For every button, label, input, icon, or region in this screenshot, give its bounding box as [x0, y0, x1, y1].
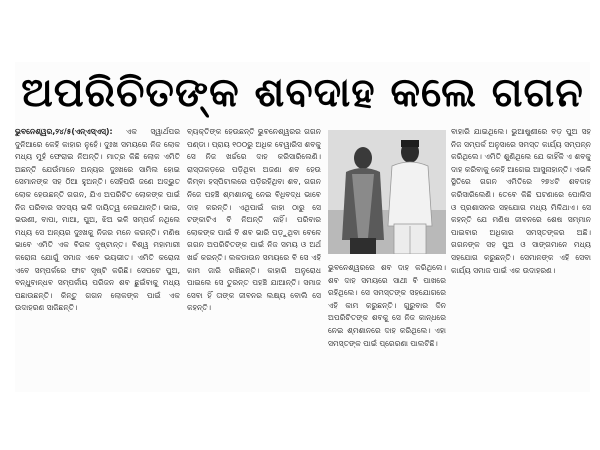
article-text-1: ଏକ ସ୍ୱାର୍ଥପର ଦୁନିଆରେ କେହି କାହାର ନୁହେଁ। ଦୁଃଖ ସମୟରେ ନିଜ ଲୋକ ମଧ୍ୟ ମୁହଁ ଫେରାଇ ନିଅନ୍ତି। ମାତ୍ର କିଛି ଲୋକ ଏମିତି ଅଛନ୍ତି ଯେଉଁମାନେ ଅନ୍ୟର ଦୁଃଖରେ ସାମିଲ ହୋଇ ସେମାନଙ୍କ ସହ ଠିଆ ହୁଅନ୍ତି। ସେହିପରି ଜଣେ ଅଦ୍ଭୁତ ଲୋକ ହେଉଛନ୍ତି ଗଗନ, ଯିଏ ଅପରିଚିତ ଲୋକଙ୍କ ପାଇଁ ନିଜ ପରିବାର ସଦସ୍ୟ ଭଳି ଦାୟିତ୍ୱ ନେଇଥାନ୍ତି। ଭାଇ, ଭଉଣୀ, ବାପା, ମାଆ, ପୁଅ, ଝିଅ ଭଳି ସମ୍ପର୍କ ନଥିଲେ ମଧ୍ୟ ସେ ଅନ୍ୟର ଦୁଃଖକୁ ନିଜର ମନେ କରନ୍ତି। ମଣିଷ ଭାବେ ଏମିତି ଏକ ବିରଳ ଦୃଷ୍ଟାନ୍ତ। ବିଶ୍ୱ ମହାମାରୀ କରୋନା ଯୋଗୁଁ ସମାଜ ଏବେ ଭୟଭୀତ। ଏମିତି କରୋନା ଏବେ ସମ୍ପର୍କରେ ଫାଟ ସୃଷ୍ଟି କରିଛି। ସେପଟେ ପୁଅ, ବନ୍ଧୁବାନ୍ଧବ ସମ୍ପର୍କୀୟ ପରିଜନ ଶବ ଛୁଇଁବାକୁ ମଧ୍ୟ ପଛାଉଛନ୍ତି। କିନ୍ତୁ ଗଗନ ଲୋକଙ୍କ ପାଇଁ ଏକ ଉଦାହରଣ ସାଜିଛନ୍ତି। — [15, 127, 180, 313]
article-text-2: ବ୍ୟକ୍ତିଙ୍କ ହେଉଛନ୍ତି ଭୁବନେଶ୍ୱରର ଗଗନ ପଣ୍ଡା। ପ୍ରାୟ ୧୦୦ରୁ ଅଧିକ ବେୱାରିସ ଶବକୁ ସେ ନିଜ ଖର୍ଚ୍ଚରେ ଦାହ କରିସାରିଲେଣି। ରାସ୍ତାକଡ଼ରେ ପଡ଼ିଥିବା ଅଜଣା ଶବ ହେଉ କିମ୍ବା ହସ୍ପିଟାଲରେ ପଡ଼ିରହିଥିବା ଶବ, ଗଗନ ନିଜେ ପହଞ୍ଚି ଶ୍ମଶାନକୁ ନେଇ ବିଧିବଦ୍ଧ ଭାବେ ଦାହ କରନ୍ତି। ଏଥିପାଇଁ କାହା ଠାରୁ ସେ ଟଙ୍କାଟିଏ ବି ନିଅନ୍ତି ନାହିଁ। ପରିବାର ଲୋକଙ୍କ ପାଇଁ ବି ଶବ ଭାରି ପଡ଼ୁଥିବା ବେଳେ ଗଗନ ଅପରିଚିତଙ୍କ ପାଇଁ ନିଜ ସମୟ ଓ ଅର୍ଥ ଖର୍ଚ୍ଚ କରନ୍ତି। ଲକଡାଉନ ସମୟରେ ବି ସେ ଏହି କାମ ଜାରି ରଖିଛନ୍ତି। କାହାରି ଅନୁରୋଧ ପାଇଲେ ସେ ତୁରନ୍ତ ପହଞ୍ଚି ଯାଆନ୍ତି। ସମାଜ ସେବା ହିଁ ତାଙ୍କ ଜୀବନର ଲକ୍ଷ୍ୟ ବୋଲି ସେ କହନ୍ତି। — [187, 127, 321, 313]
news-clipping — [15, 62, 590, 392]
article-column-photo-caption — [328, 262, 446, 392]
article-column-2 — [187, 126, 321, 392]
headline: ଅପରିଚିତଙ୍କ ଶବଦାହ କଲେ ଗଗନ — [21, 70, 584, 116]
article-text-4: ବାହାରି ଯାଇଥିଲେ। ଭୁଆଷୁଣୀରେ ବଡ଼ ପୁଅ ସହ ନିଜ ସମ୍ପର୍କ ଅନୁସାରେ ସମସ୍ତ କାର୍ଯ୍ୟ ସମ୍ପନ୍ନ କରିଥିଲେ। ଏମିତି ଶୁଣିଥିଲେ ଯେ କାହିଁକି ଏ ଶବକୁ ଦାହ କରିବାକୁ କେହି ଆଗେଇ ଆସୁନାହାନ୍ତି। ଏଭଳି ସ୍ଥିତିରେ ଗଗନ ଏମିତିରେ ୨୭୪ଟି ଶବଦାହ କରିସାରିଲେଣି। ତେବେ କିଛି ଘଟଣାରେ ପୋଲିସ ଓ ପ୍ରଶାସନର ସହଯୋଗ ମଧ୍ୟ ମିଳିଥାଏ। ସେ କହନ୍ତି ଯେ ମଣିଷ ଜୀବନରେ ଶେଷ ସମ୍ମାନ ପାଇବାର ଅଧିକାର ସମସ୍ତଙ୍କର ଅଛି। ଗଗନଙ୍କ ସହ ପୁଅ ଓ ସାଙ୍ଗମାନେ ମଧ୍ୟ ସହଯୋଗ କରୁଛନ୍ତି। ସେମାନଙ୍କ ଏହି ସେବା କାର୍ଯ୍ୟ ସମାଜ ପାଇଁ ଏକ ଉଦାହରଣ। — [451, 127, 591, 275]
dateline: ଭୁବନେଶ୍ୱର,୨୪/୫(ଏନ୍ଏସ୍ଏସ୍): — [15, 127, 113, 136]
article-text-3: ଭୁବନେଶ୍ୱରରେ ଶବ ଦାହ କରିଥିଲେ। ଶବ ଦାହ ସମୟରେ ସାଥୀ ବି ପାଖରେ ରହିଥିଲେ। ସେ ସମସ୍ତଙ୍କ ସହଯୋଗରେ ଏହି କାମ କରୁଛନ୍ତି। ଗୁରୁବାର ଦିନ ଅପରିଚିତଙ୍କ ଶବକୁ ସେ ନିଜ କାନ୍ଧରେ ନେଇ ଶ୍ମଶାନରେ ଦାହ କରିଥିଲେ। ଏହା ସମସ୍ତଙ୍କ ପାଇଁ ପ୍ରେରଣା ପାଲଟିଛି। — [328, 263, 446, 348]
photo-two-men — [328, 130, 446, 254]
article-column-3 — [451, 126, 591, 392]
article-column-1 — [15, 126, 180, 392]
news-photo — [328, 130, 446, 254]
